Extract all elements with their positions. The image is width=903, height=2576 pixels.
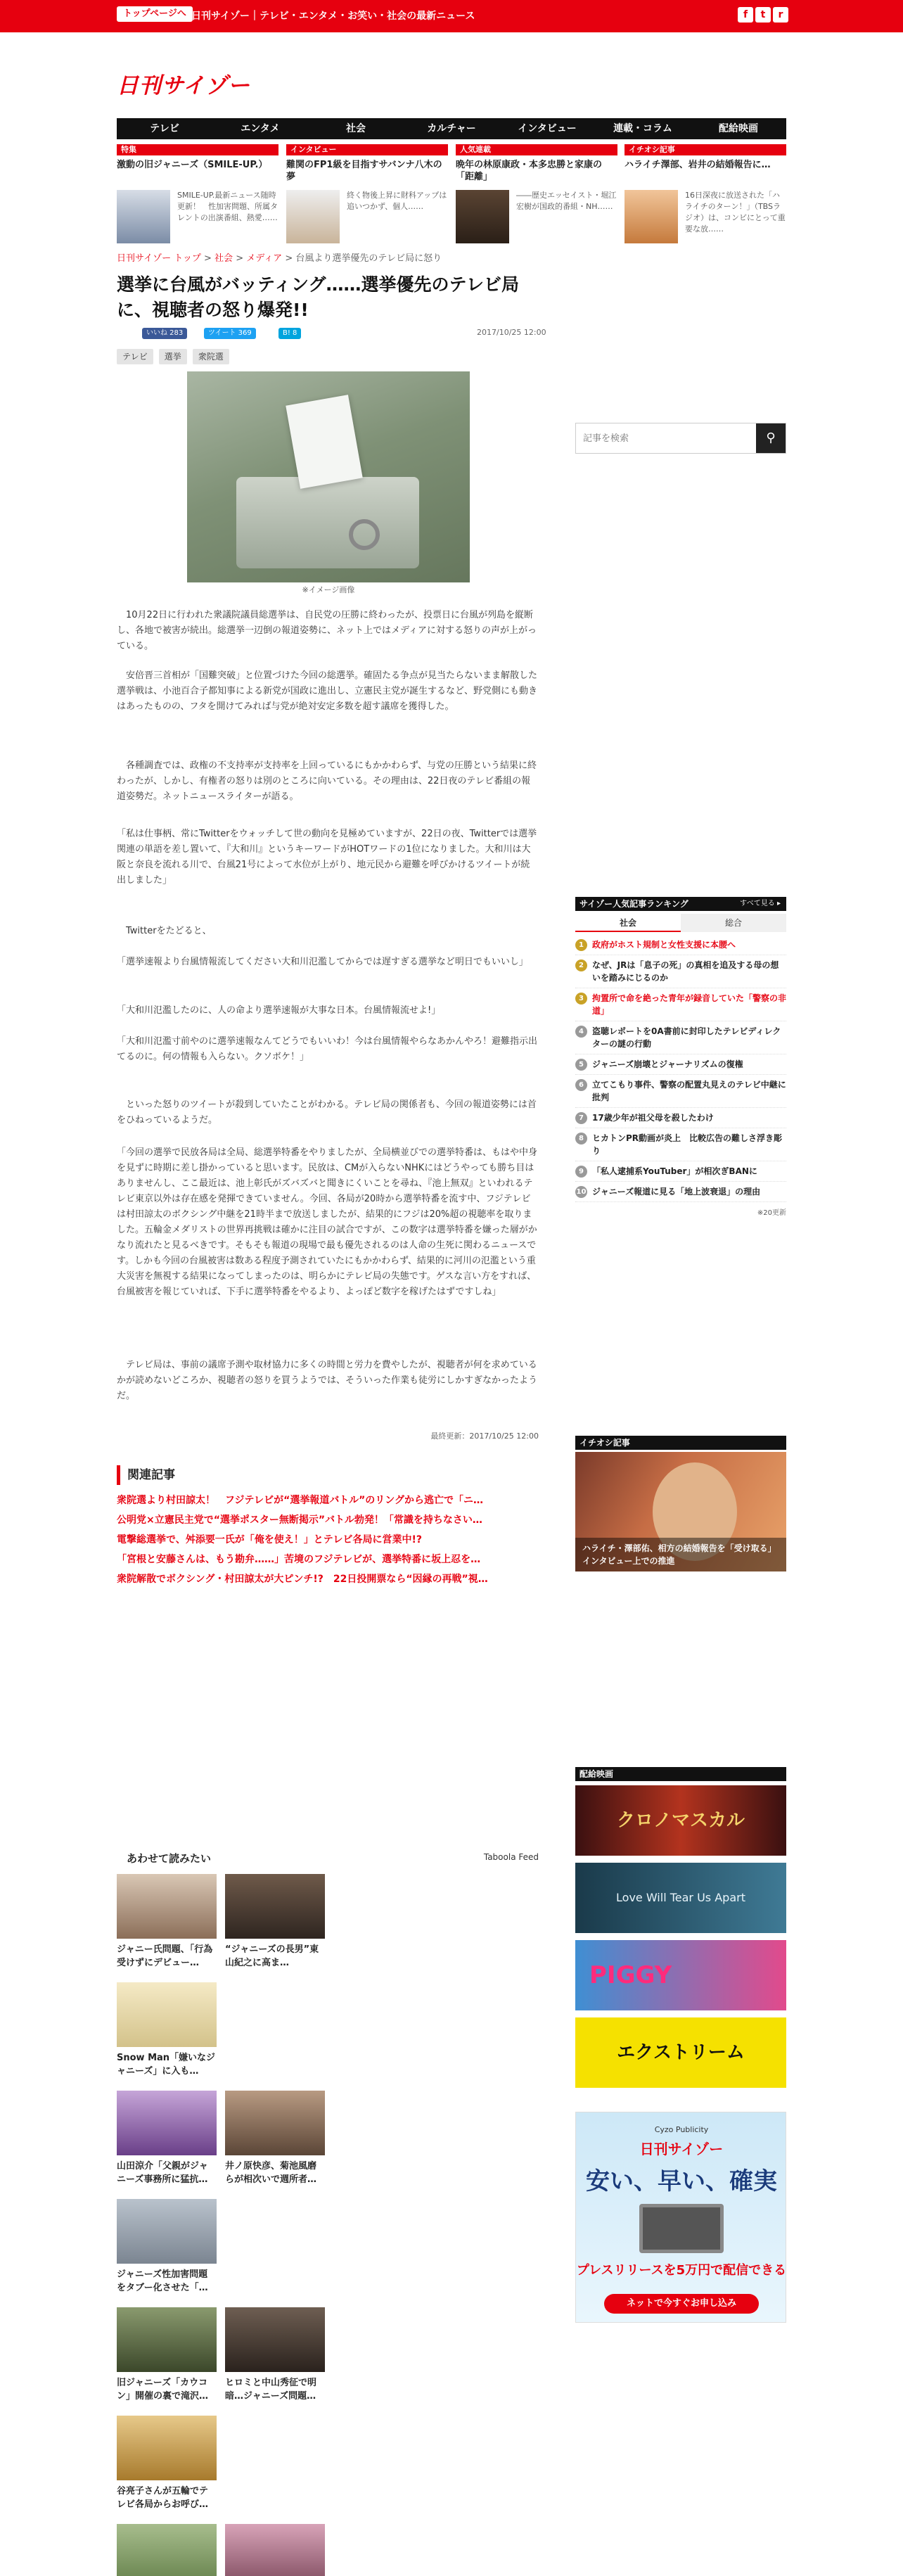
featured-card[interactable]: [625, 144, 786, 243]
rank-number: 5: [575, 1059, 587, 1071]
rank-number: 2: [575, 959, 587, 971]
featured-text: ――歴史エッセイスト・堀江宏樹が国政的番組・NH……: [516, 191, 617, 211]
article-paragraph: テレビ局は、事前の議席予測や取材協力に多くの時間と労力を費やしたが、視聴者が何を求めているかが読めないどころか、視聴者の怒りを買うようでは、そういった作業も徒労にしかすぎなかったようだ。: [117, 1360, 538, 1401]
ranking-item[interactable]: [575, 1075, 786, 1108]
ad-apply-button[interactable]: ネットで今すぐお申し込み: [604, 2294, 759, 2314]
films-heading: 配給映画: [575, 1767, 786, 1781]
article-paragraph: 「選挙速報より台風情報流してください大和川氾濫してからでは遅すぎる選挙など明日でもいいし」: [117, 957, 528, 967]
rank-number: 4: [575, 1026, 587, 1038]
ranking-item[interactable]: [575, 1021, 786, 1054]
breadcrumb: [117, 250, 442, 264]
recommended-card[interactable]: [117, 2091, 217, 2186]
featured-tag: 特集: [117, 144, 278, 155]
recommended-thumbnail[interactable]: [117, 1982, 217, 2047]
ranking-title[interactable]: 立てこもり事件、警察の配置丸見えのテレビ中継に批判: [592, 1080, 786, 1102]
recommended-card[interactable]: [117, 2199, 217, 2295]
ranking-item[interactable]: [575, 988, 786, 1021]
recommended-thumbnail[interactable]: [117, 2416, 217, 2480]
nav-item-entertainment[interactable]: エンタメ: [241, 123, 280, 134]
recommended-title[interactable]: ジャニー氏問題、「行為受けずにデビュー…: [117, 1944, 213, 1968]
search-input[interactable]: [576, 423, 755, 453]
article-title: 選挙に台風がバッティング……選挙優先のテレビ局に、視聴者の怒り爆発!!: [117, 274, 520, 320]
featured-tag: 人気連載: [456, 144, 617, 155]
computer-icon: [639, 2204, 724, 2253]
ranking-title[interactable]: 盗聴レポートを0A書前に封印したテレビディレクターの謎の行動: [592, 1026, 781, 1049]
lock-icon: [349, 519, 380, 550]
article-paragraph: といった怒りのツイートが殺到していたことがわかる。テレビ局の関係者も、今回の報道姿勢には首をひねっているようだ。: [117, 1099, 537, 1126]
breadcrumb-home[interactable]: 日刊サイゾー トップ: [117, 253, 201, 264]
featured-thumbnail[interactable]: [117, 190, 170, 243]
article-paragraph: 「大和川氾濫寸前やのに選挙速報なんてどうでもいいわ！今は台風情報やらなあかんやろ！避難指示出てるのに。何の情報も入らない。クソボケ！」: [117, 1036, 538, 1062]
recommended-title[interactable]: 旧ジャニーズ「カウコン」開催の裏で滝沢…: [117, 2378, 209, 2402]
rank-number: 1: [575, 939, 587, 951]
ranking-title[interactable]: なぜ、JRは「息子の死」の真相を追及する母の想いを踏みにじるのか: [592, 960, 779, 983]
recommended-thumbnail[interactable]: [225, 2307, 325, 2372]
ad-headline: 安い、早い、確実: [586, 2167, 777, 2195]
breadcrumb-separator: >: [236, 253, 244, 264]
last-updated: 最終更新：2017/10/25 12:00: [430, 1432, 539, 1441]
facebook-icon[interactable]: f: [738, 7, 753, 23]
top-bar: [0, 0, 903, 32]
related-heading: 関連記事: [117, 1465, 539, 1485]
featured-tag: インタビュー: [286, 144, 448, 155]
recommended-title[interactable]: ジャニーズ性加害問題をタブー化させた「…: [117, 2269, 208, 2293]
twitter-icon[interactable]: t: [755, 7, 771, 23]
film-title[interactable]: クロノマスカル: [616, 1810, 745, 1831]
film-title[interactable]: Love Will Tear Us Apart: [616, 1891, 745, 1904]
featured-text: 16日深夜に放送された「ハライチのターン！」（TBSラジオ）は、コンビにとって重要な放……: [685, 191, 786, 234]
home-button[interactable]: トップページへ: [117, 6, 193, 22]
article-paragraph: Twitterをたどると、: [126, 926, 212, 936]
featured-card[interactable]: [117, 144, 278, 243]
hatena-bookmark-button[interactable]: B! 8: [278, 328, 301, 339]
main-nav: [117, 118, 786, 139]
article-paragraph: 10月22日に行われた衆議院議員総選挙は、自民党の圧勝に終わったが、投票日に台風が列島を縦断し、各地で被害が続出。総選挙一辺倒の報道姿勢に、ネット上ではメディアに対する怒りの声が上がっている。: [117, 610, 537, 651]
ad-brand: Cyzo Publicity: [654, 2125, 709, 2134]
ranking-item[interactable]: [575, 955, 786, 988]
recommended-thumbnail[interactable]: [117, 2091, 217, 2155]
ranking-item[interactable]: [575, 1054, 786, 1075]
article-paragraph: 「大和川氾濫したのに、人の命より選挙速報が大事な日本。台風情報流せよ!」: [117, 1005, 441, 1016]
ranking-list: [575, 935, 786, 1202]
ranking-widget: [575, 897, 786, 1217]
related-link[interactable]: 電撃総選挙で、舛添要一氏が「俺を使え！」とテレビ各局に営業中!?: [117, 1534, 422, 1545]
press-release-ad[interactable]: [575, 2112, 786, 2323]
rank-number: 9: [575, 1166, 587, 1178]
tag-link[interactable]: テレビ: [117, 349, 153, 364]
ranking-header: [575, 897, 786, 911]
ranking-title[interactable]: ヒカトンPR動画が炎上 比較広告の難しさ浮き彫り: [592, 1133, 783, 1156]
nav-item-interview[interactable]: インタビュー: [518, 123, 577, 134]
recommended-card[interactable]: [225, 2091, 325, 2186]
recommended-title[interactable]: 谷亮子さんが五輪でテレビ各局からお呼び…: [117, 2486, 209, 2510]
featured-tag: イチオシ記事: [625, 144, 786, 155]
recommended-thumbnail[interactable]: [117, 1874, 217, 1939]
rank-number: 6: [575, 1079, 587, 1091]
ranking-title[interactable]: 17歳少年が祖父母を殺したわけ: [592, 1113, 714, 1123]
tweet-button[interactable]: ツイート 369: [204, 328, 256, 339]
pickup-article[interactable]: [575, 1452, 786, 1571]
featured-thumbnail[interactable]: [456, 190, 509, 243]
ranking-title[interactable]: ジャニーズ報道に見る「地上波衰退」の理由: [592, 1187, 761, 1197]
ranking-footnote: ※20更新: [757, 1209, 786, 1217]
recommended-title[interactable]: “ジャニーズの長男”東山紀之に高ま…: [225, 1944, 319, 1968]
featured-title[interactable]: 激動の旧ジャニーズ（SMILE-UP.）: [117, 160, 268, 170]
recommended-title[interactable]: ヒロミと中山秀征で明暗…ジャニーズ問題…: [225, 2378, 317, 2402]
featured-thumbnail[interactable]: [286, 190, 340, 243]
ranking-item[interactable]: [575, 1108, 786, 1128]
ad-logo: 日刊サイゾー: [639, 2141, 724, 2157]
featured-thumbnail[interactable]: [625, 190, 678, 243]
taboola-feed-label[interactable]: Taboola Feed: [483, 1852, 539, 1862]
recommended-thumbnail[interactable]: [225, 1874, 325, 1939]
featured-card[interactable]: [286, 144, 448, 243]
site-tagline: 日刊サイゾー｜テレビ・エンタメ・お笑い・社会の最新ニュース: [191, 11, 475, 22]
recommended-title[interactable]: Snow Man「嫌いなジャニーズ」に入も…: [117, 2053, 216, 2077]
article-date: 2017/10/25 12:00: [477, 328, 546, 337]
tag-link[interactable]: 選挙: [159, 349, 187, 364]
breadcrumb-media[interactable]: メディア: [246, 253, 283, 264]
ranking-title[interactable]: 政府がホスト規制と女性支援に本腰へ: [592, 940, 736, 950]
featured-card[interactable]: [456, 144, 617, 243]
film-banner[interactable]: [575, 1785, 786, 1856]
rank-number: 8: [575, 1133, 587, 1144]
ranking-tabs: [575, 914, 786, 932]
film-banner[interactable]: [575, 1940, 786, 2010]
film-banner[interactable]: [575, 1863, 786, 1933]
nav-item-column[interactable]: 連載・コラム: [613, 123, 672, 134]
featured-title[interactable]: ハライチ澤部、岩井の結婚報告に…: [625, 160, 771, 170]
featured-title[interactable]: 難関のFP1級を目指すサバンナ八木の夢: [286, 160, 442, 182]
pickup-caption[interactable]: ハライチ・澤部佑、相方の結婚報告を「受け取る」インタビュー上での推進: [575, 1538, 786, 1571]
tag-link[interactable]: 衆院選: [193, 349, 229, 364]
featured-text: SMILE-UP.最新ニュース随時更新！ 性加害問題、所属タレントの出演番組、熱愛……: [177, 191, 278, 222]
nav-item-society[interactable]: 社会: [346, 123, 366, 134]
recommended-card[interactable]: [225, 2307, 325, 2403]
site-logo[interactable]: 日刊サイゾー: [117, 73, 250, 98]
film-banner[interactable]: [575, 2017, 786, 2088]
rank-number: 3: [575, 993, 587, 1005]
breadcrumb-society[interactable]: 社会: [214, 253, 233, 264]
nav-item-culture[interactable]: カルチャー: [427, 123, 476, 134]
article-paragraph: 「今回の選挙で民放各局は全局、総選挙特番をやりましたが、全局横並びでの選挙特番は、もはや中身を見ずに時期に差し掛かっていると思います。民放は、CMが入らないNHKにはどうやっても勝ち目はありませんし、ここ最近は、池上彰氏がズバズバと聞きにくいことを尋ね、『池上無双』といわれるテレビ東京以外は存在感を発揮できていません。今回、各局が20時から選挙特番を流す中、フジテレビは村田諒太のボクシング中継を21時半まで放送しましたが、結果的にフジは20%超の視聴率を取りました。五輪金メダリストの世界再挑戦は確かに注目の試合ですが、この数字は選挙特番を嫌った層がかなり流れたと見るべきです。そもそも報道の現場で最も優先されるのは人命の生死に関わるニュースです。しかも今回の台風被害は数ある程度予測されていたにもかかわらず、結果的に河川の氾濫という重大災害を無視する結果になってしまったのは、明らかにテレビ局の失態です。ゲスな言い方をすれば、台風被害を報じていれば、下手に選挙特番をやるより、よっぽど数字を稼げたはずですしね」: [117, 1147, 538, 1297]
recommended-title[interactable]: 山田涼介「父親がジャニーズ事務所に猛抗…: [117, 2161, 208, 2185]
recommended-card[interactable]: [117, 2416, 217, 2511]
tab-overall[interactable]: 総合: [681, 914, 786, 932]
featured-text: 終く物後上昇に財科アップは追いつかず、個人……: [347, 191, 447, 211]
featured-title[interactable]: 晩年の林原康政・本多忠勝と家康の「距離」: [456, 160, 603, 182]
article-paragraph: 安倍晋三首相が「国難突破」と位置づけた今回の総選挙。確固たる争点が見当たらないまま解散した選挙戦は、小池百合子都知事による新党が国政に進出し、立憲民主党が誕生するなど、野党側にも動きはあったものの、フタを開けてみれば与党が絶対安定多数を超す議席を獲得した。: [117, 670, 538, 712]
related-link[interactable]: 公明党×立憲民主党で“選挙ポスター無断掲示”バトル勃発！「常識を持ちなさい…: [117, 1515, 482, 1526]
ranking-item[interactable]: [575, 1128, 786, 1161]
recommended-card[interactable]: [117, 1874, 217, 1970]
recommended-heading: あわせて読みたい: [127, 1852, 212, 1865]
recommended-thumbnail[interactable]: [117, 2199, 217, 2264]
rank-number: 10: [575, 1186, 587, 1198]
ballot-box: [236, 477, 419, 568]
image-caption: ※イメージ画像: [302, 585, 355, 594]
ballot-paper: [286, 395, 362, 489]
search-box: [575, 423, 786, 454]
breadcrumb-separator: >: [203, 253, 212, 264]
article-paragraph: 各種調査では、政権の不支持率が支持率を上回っているにもかかわらず、与党の圧勝という結果に終わったが、しかし、有権者の怒りは別のところに向いている。その理由は、22日夜のテレビ番組の報道姿勢だ。ネットニュースライターが語る。: [117, 760, 537, 802]
article-image: [187, 371, 470, 582]
recommended-thumbnail[interactable]: [225, 2524, 325, 2576]
nav-item-films[interactable]: 配給映画: [719, 123, 758, 134]
ranking-item[interactable]: [575, 1182, 786, 1202]
ranking-heading: サイゾー人気記事ランキング: [579, 899, 689, 909]
rank-number: 7: [575, 1112, 587, 1124]
related-link[interactable]: 「宮根と安藤さんは、もう勘弁……」苦境のフジテレビが、選挙特番に坂上忍を…: [117, 1554, 481, 1565]
recommended-header: [117, 1851, 539, 1866]
recommended-card[interactable]: [117, 1982, 217, 2078]
recommended-card[interactable]: [117, 2307, 217, 2403]
ranking-title[interactable]: 拘置所で命を絶った青年が録音していた「警察の非道」: [592, 993, 787, 1016]
tab-society[interactable]: 社会: [575, 914, 681, 932]
ranking-more-link[interactable]: すべて見る ▸: [740, 900, 781, 907]
ranking-title[interactable]: 「私人逮捕系YouTuber」が相次ぎBANに: [592, 1166, 757, 1176]
film-title[interactable]: PIGGY: [589, 1961, 672, 1989]
related-link[interactable]: 衆院解散でボクシング・村田諒太が大ピンチ!? 22日投開票なら“因縁の再戦”視…: [117, 1574, 488, 1585]
film-title[interactable]: エクストリーム: [617, 2042, 745, 2063]
ranking-item[interactable]: [575, 1161, 786, 1182]
article-tags: [117, 349, 229, 364]
ad-subline: プレスリリースを5万円で配信できる: [576, 2263, 787, 2278]
rss-icon[interactable]: r: [773, 7, 788, 23]
pickup-heading: イチオシ記事: [575, 1436, 786, 1450]
article-paragraph: 「私は仕事柄、常にTwitterをウォッチして世の動向を見極めていますが、22日の夜、Twitterでは選挙関連の単語を差し置いて、『大和川』というキーワードがHOTワードの1位になりました。大和川は大阪と奈良を流れる川で、台風21号によって水位が上がり、地元民から避難を呼びかけるツイートが続出しました」: [117, 829, 537, 886]
recommended-thumbnail[interactable]: [225, 2091, 325, 2155]
ranking-item[interactable]: [575, 935, 786, 955]
recommended-card[interactable]: [225, 1874, 325, 1970]
breadcrumb-separator: >: [285, 253, 293, 264]
related-link[interactable]: 衆院選より村田諒太！ フジテレビが“選挙報道バトル”のリングから逃亡で「ニ…: [117, 1495, 484, 1506]
breadcrumb-current: 台風より選挙優先のテレビ局に怒り: [295, 253, 442, 264]
recommended-title[interactable]: 井ノ原快彦、菊池風磨らが相次いで週所者…: [225, 2161, 317, 2185]
recommended-thumbnail[interactable]: [117, 2307, 217, 2372]
nav-item-tv[interactable]: テレビ: [150, 123, 179, 134]
facebook-like-button[interactable]: いいね 283: [142, 328, 187, 339]
recommended-thumbnail[interactable]: [117, 2524, 217, 2576]
search-icon[interactable]: ⚲: [756, 423, 786, 453]
ranking-title[interactable]: ジャニーズ崩壊とジャーナリズムの復権: [592, 1059, 743, 1069]
